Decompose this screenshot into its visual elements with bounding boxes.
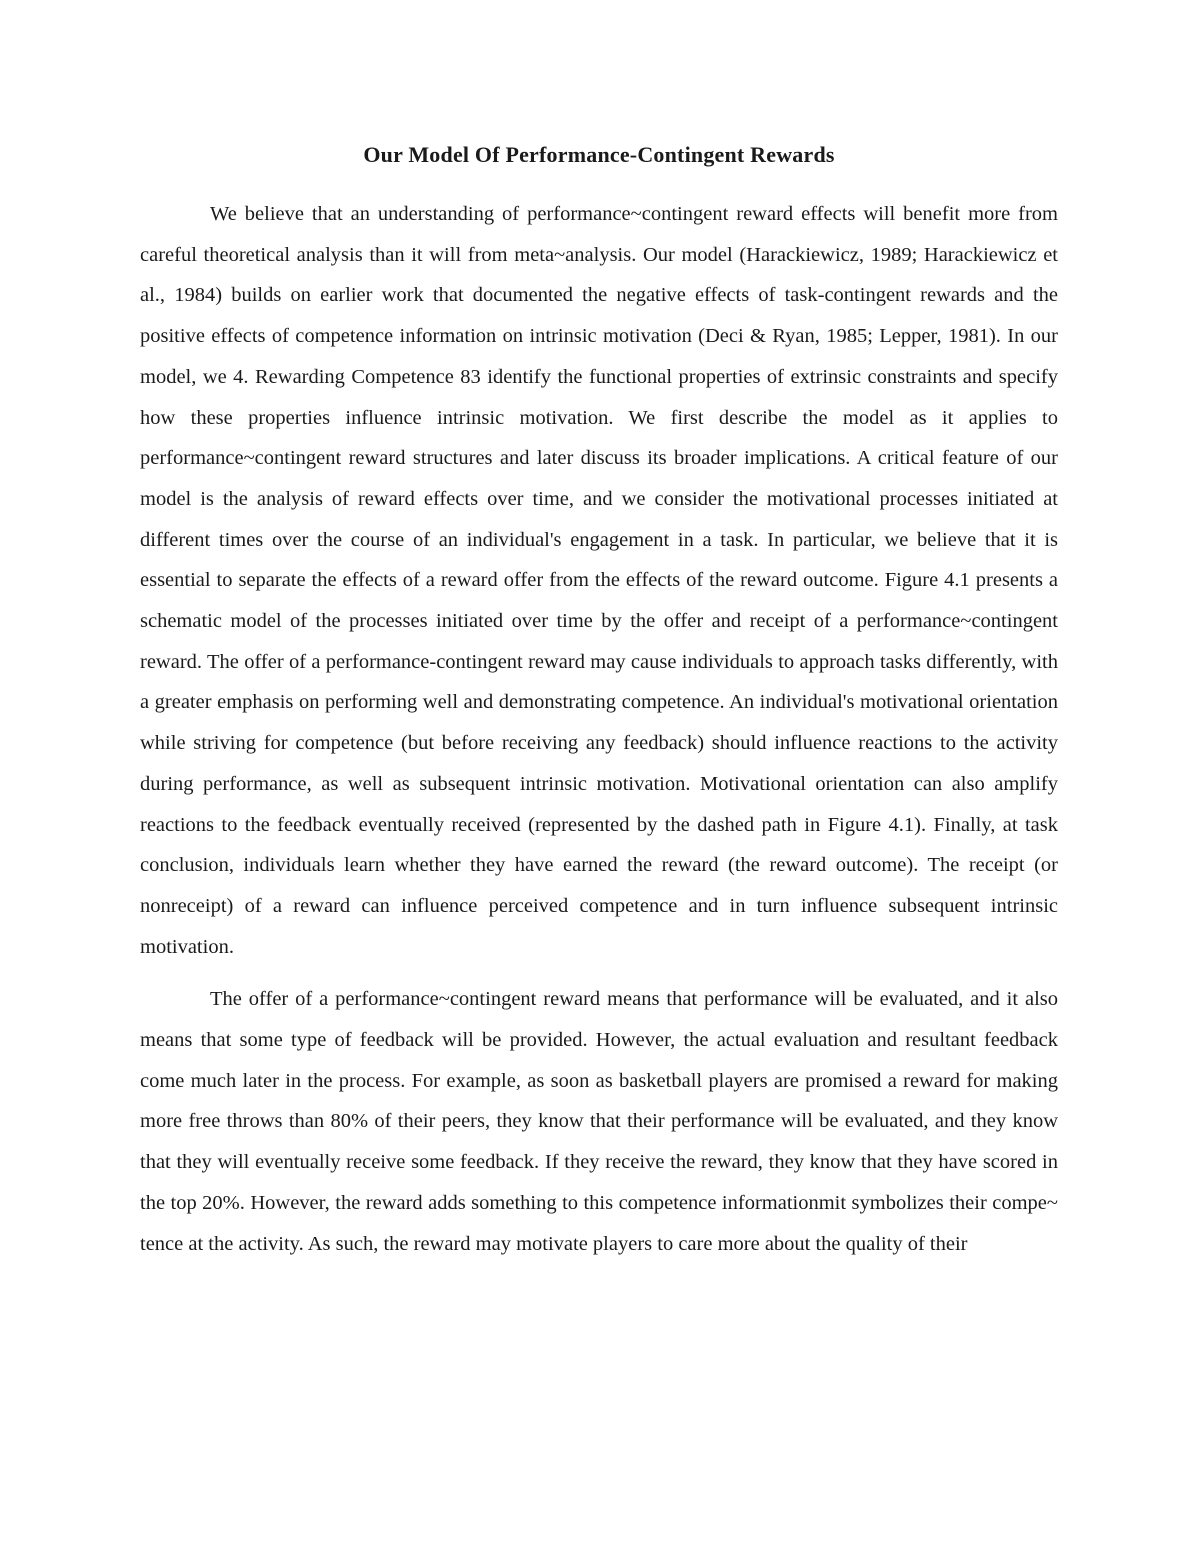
body-paragraph-2: The offer of a performance~contingent reward means that performance will be evaluated, and it also means that some type of feedback will be provided. However, the actual evaluation and resultant feedback come much later in the process. For example, as soon as basketball players are promised a reward for making more free throws than 80% of their peers, they know that their performance will be evaluated, and they know that they will eventually receive some feedback. If they receive the reward, they know that they have scored in the top 20%. However, the reward adds something to this competence informationmit symbolizes their compe~ tence at the activity. As such, the reward may motivate players to care more about the quality of their (140, 988, 1058, 1255)
body-paragraph-1: We believe that an understanding of performance~contingent reward effects will benefit more from careful theoretical analysis than it will from meta~analysis. Our model (Harackiewicz, 1989; Harackiewicz et al., 1984) builds on earlier work that documented the negative effects of task-contingent rewards and the positive effects of competence information on intrinsic motivation (Deci & Ryan, 1985; Lepper, 1981). In our model, we 4. Rewarding Competence 83 identify the functional properties of extrinsic constraints and specify how these properties influence intrinsic motivation. We first describe the model as it applies to performance~contingent reward structures and later discuss its broader implications. A critical feature of our model is the analysis of reward effects over time, and we consider the motivational processes initiated at different times over the course of an individual's engagement in a task. In particular, we believe that it is essential to separate the effects of a reward offer from the effects of the reward outcome. Figure 4.1 presents a schematic model of the processes initiated over time by the offer and receipt of a performance~contingent reward. The offer of a performance-contingent reward may cause individuals to approach tasks differently, with a greater emphasis on performing well and demonstrating competence. An individual's motivational orientation while striving for competence (but before receiving any feedback) should influence reactions to the activity during performance, as well as subsequent intrinsic motivation. Motivational orientation can also amplify reactions to the feedback eventually received (represented by the dashed path in Figure 4.1). Finally, at task conclusion, individuals learn whether they have earned the reward (the reward outcome). The receipt (or nonreceipt) of a reward can influence perceived competence and in turn influence subsequent intrinsic motivation. (140, 203, 1058, 958)
document-title: Our Model Of Performance-Contingent Rewards (363, 142, 835, 167)
document-page (140, 140, 1058, 1264)
